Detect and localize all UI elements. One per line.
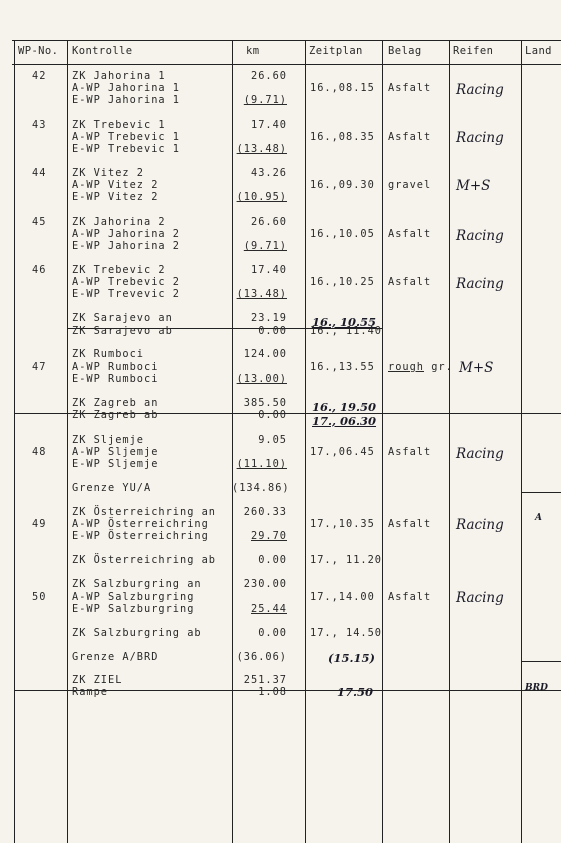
km-cell: 29.70 bbox=[251, 530, 287, 542]
handwritten-reifen: Racing bbox=[456, 130, 504, 146]
kontrolle-cell: ZK Salzburgring an bbox=[72, 578, 202, 590]
kontrolle-cell: ZK Sljemje bbox=[72, 434, 144, 446]
kontrolle-cell: ZK Vitez 2 bbox=[72, 167, 144, 179]
header-kontrolle: Kontrolle bbox=[72, 45, 133, 57]
km-cell: 0.00 bbox=[258, 325, 287, 337]
belag-cell: Asfalt bbox=[388, 131, 432, 143]
handwritten-zeit: 16., 10.55 bbox=[312, 315, 377, 329]
kontrolle-cell: ZK Jahorina 2 bbox=[72, 216, 166, 228]
kontrolle-cell: A-WP Trebevic 2 bbox=[72, 276, 180, 288]
wp-number: 44 bbox=[32, 167, 47, 179]
km-cell: 230.00 bbox=[243, 578, 287, 590]
belag-cell: Asfalt bbox=[388, 276, 432, 288]
kontrolle-cell: A-WP Sljemje bbox=[72, 446, 159, 458]
kontrolle-cell: A-WP Jahorina 2 bbox=[72, 228, 180, 240]
header-wp-no: WP-No. bbox=[18, 45, 59, 57]
handwritten-zeit: 17.50 bbox=[337, 685, 374, 699]
km-cell: 43.26 bbox=[251, 167, 287, 179]
handwritten-zeit: 17., 06.30 bbox=[312, 414, 377, 428]
handwritten-reifen: Racing bbox=[456, 228, 504, 244]
kontrolle-cell: A-WP Trebevic 1 bbox=[72, 131, 180, 143]
km-cell: 17.40 bbox=[251, 119, 287, 131]
km-cell: 251.37 bbox=[243, 674, 287, 686]
col-rule-left bbox=[14, 40, 15, 843]
handwritten-zeit: (15.15) bbox=[328, 651, 375, 665]
handwritten-zeit: 16., 19.50 bbox=[312, 400, 377, 414]
km-cell: 26.60 bbox=[251, 216, 287, 228]
rule-a-brd bbox=[521, 661, 561, 662]
belag-gr: gr. bbox=[424, 361, 453, 373]
km-cell: 17.40 bbox=[251, 264, 287, 276]
kontrolle-cell: E-WP Vitez 2 bbox=[72, 191, 159, 203]
km-cell: (134.86) bbox=[232, 482, 290, 494]
kontrolle-cell: E-WP Rumboci bbox=[72, 373, 159, 385]
kontrolle-cell: ZK Jahorina 1 bbox=[72, 70, 166, 82]
col-rule-belag bbox=[449, 40, 450, 843]
header-zeitplan: Zeitplan bbox=[309, 45, 363, 57]
kontrolle-cell: A-WP Vitez 2 bbox=[72, 179, 159, 191]
kontrolle-cell: ZK Salzburgring ab bbox=[72, 627, 202, 639]
wp-number: 46 bbox=[32, 264, 47, 276]
header-reifen: Reifen bbox=[453, 45, 494, 57]
kontrolle-cell: Grenze YU/A bbox=[72, 482, 152, 494]
belag-cell: Asfalt bbox=[388, 518, 432, 530]
km-cell: 385.50 bbox=[243, 397, 287, 409]
col-rule-zeitplan bbox=[382, 40, 383, 843]
kontrolle-cell: A-WP Rumboci bbox=[72, 361, 159, 373]
zeitplan-cell: 16.,13.55 bbox=[310, 361, 375, 373]
kontrolle-cell: E-WP Jahorina 1 bbox=[72, 94, 180, 106]
header-land: Land bbox=[525, 45, 552, 57]
handwritten-reifen: Racing bbox=[456, 517, 504, 533]
kontrolle-cell: Rampe bbox=[72, 686, 108, 698]
km-cell: 9.05 bbox=[258, 434, 287, 446]
kontrolle-cell: E-WP Salzburgring bbox=[72, 603, 195, 615]
km-cell: 26.60 bbox=[251, 70, 287, 82]
belag-cell: Asfalt bbox=[388, 446, 432, 458]
kontrolle-cell: E-WP Sljemje bbox=[72, 458, 159, 470]
kontrolle-cell: E-WP Trevevic 2 bbox=[72, 288, 180, 300]
handwritten-reifen: M+S bbox=[459, 360, 494, 376]
belag-cell: Asfalt bbox=[388, 591, 432, 603]
kontrolle-cell: ZK Zagreb an bbox=[72, 397, 159, 409]
km-cell: 0.00 bbox=[258, 554, 287, 566]
kontrolle-cell: ZK Rumboci bbox=[72, 348, 144, 360]
km-cell: 0.00 bbox=[258, 409, 287, 421]
zeitplan-cell: 17.,14.00 bbox=[310, 591, 375, 603]
wp-number: 50 bbox=[32, 591, 47, 603]
header-belag: Belag bbox=[388, 45, 422, 57]
wp-number: 47 bbox=[32, 361, 47, 373]
km-cell: (11.10) bbox=[236, 458, 287, 470]
kontrolle-cell: ZK Zagreb ab bbox=[72, 409, 159, 421]
km-cell: (13.00) bbox=[236, 373, 287, 385]
col-rule-wp bbox=[67, 40, 68, 843]
kontrolle-cell: ZK Österreichring an bbox=[72, 506, 216, 518]
zeitplan-cell: 16.,10.25 bbox=[310, 276, 375, 288]
header-bottom-rule bbox=[12, 64, 561, 65]
kontrolle-cell: E-WP Trebevic 1 bbox=[72, 143, 180, 155]
kontrolle-cell: ZK Sarajevo ab bbox=[72, 325, 173, 337]
km-cell: (9.71) bbox=[243, 94, 287, 106]
km-cell: 124.00 bbox=[243, 348, 287, 360]
kontrolle-cell: ZK Österreichring ab bbox=[72, 554, 216, 566]
km-cell: (10.95) bbox=[236, 191, 287, 203]
belag-rough: rough bbox=[388, 361, 424, 373]
col-rule-km bbox=[305, 40, 306, 843]
handwritten-land: BRD bbox=[525, 683, 548, 693]
km-cell: (9.71) bbox=[243, 240, 287, 252]
zeitplan-cell: 16., 11.40 bbox=[310, 325, 382, 337]
handwritten-reifen: Racing bbox=[456, 590, 504, 606]
rule-yu-a bbox=[521, 492, 561, 493]
km-cell: 260.33 bbox=[243, 506, 287, 518]
belag-cell: gravel bbox=[388, 179, 432, 191]
wp-number: 48 bbox=[32, 446, 47, 458]
belag-cell bbox=[388, 361, 453, 373]
zeitplan-cell: 17.,06.45 bbox=[310, 446, 375, 458]
kontrolle-cell: A-WP Österreichring bbox=[72, 518, 209, 530]
wp-number: 43 bbox=[32, 119, 47, 131]
handwritten-reifen: M+S bbox=[456, 178, 491, 194]
handwritten-land: A bbox=[535, 513, 542, 523]
kontrolle-cell: A-WP Salzburgring bbox=[72, 591, 195, 603]
km-cell: (36.06) bbox=[236, 651, 287, 663]
km-cell: 25.44 bbox=[251, 603, 287, 615]
header-top-rule bbox=[12, 40, 561, 41]
kontrolle-cell: ZK ZIEL bbox=[72, 674, 123, 686]
zeitplan-cell: 16.,10.05 bbox=[310, 228, 375, 240]
zeitplan-cell: 16.,08.35 bbox=[310, 131, 375, 143]
header-km: km bbox=[246, 45, 260, 57]
km-cell: 1.08 bbox=[258, 686, 287, 698]
handwritten-reifen: Racing bbox=[456, 276, 504, 292]
zeitplan-cell: 17.,10.35 bbox=[310, 518, 375, 530]
zeitplan-cell: 16.,09.30 bbox=[310, 179, 375, 191]
km-cell: 23.19 bbox=[251, 312, 287, 324]
col-rule-reifen bbox=[521, 40, 522, 843]
handwritten-reifen: Racing bbox=[456, 446, 504, 462]
zeitplan-cell: 17., 11.20 bbox=[310, 554, 382, 566]
kontrolle-cell: ZK Trebevic 1 bbox=[72, 119, 166, 131]
zeitplan-cell: 17., 14.50 bbox=[310, 627, 382, 639]
belag-cell: Asfalt bbox=[388, 228, 432, 240]
kontrolle-cell: E-WP Österreichring bbox=[72, 530, 209, 542]
kontrolle-cell: ZK Sarajevo an bbox=[72, 312, 173, 324]
km-cell: (13.48) bbox=[236, 143, 287, 155]
kontrolle-cell: E-WP Jahorina 2 bbox=[72, 240, 180, 252]
km-cell: 0.00 bbox=[258, 627, 287, 639]
km-cell: (13.48) bbox=[236, 288, 287, 300]
belag-cell: Asfalt bbox=[388, 82, 432, 94]
kontrolle-cell: A-WP Jahorina 1 bbox=[72, 82, 180, 94]
wp-number: 49 bbox=[32, 518, 47, 530]
wp-number: 45 bbox=[32, 216, 47, 228]
wp-number: 42 bbox=[32, 70, 47, 82]
kontrolle-cell: ZK Trebevic 2 bbox=[72, 264, 166, 276]
zeitplan-cell: 16.,08.15 bbox=[310, 82, 375, 94]
handwritten-reifen: Racing bbox=[456, 82, 504, 98]
kontrolle-cell: Grenze A/BRD bbox=[72, 651, 159, 663]
